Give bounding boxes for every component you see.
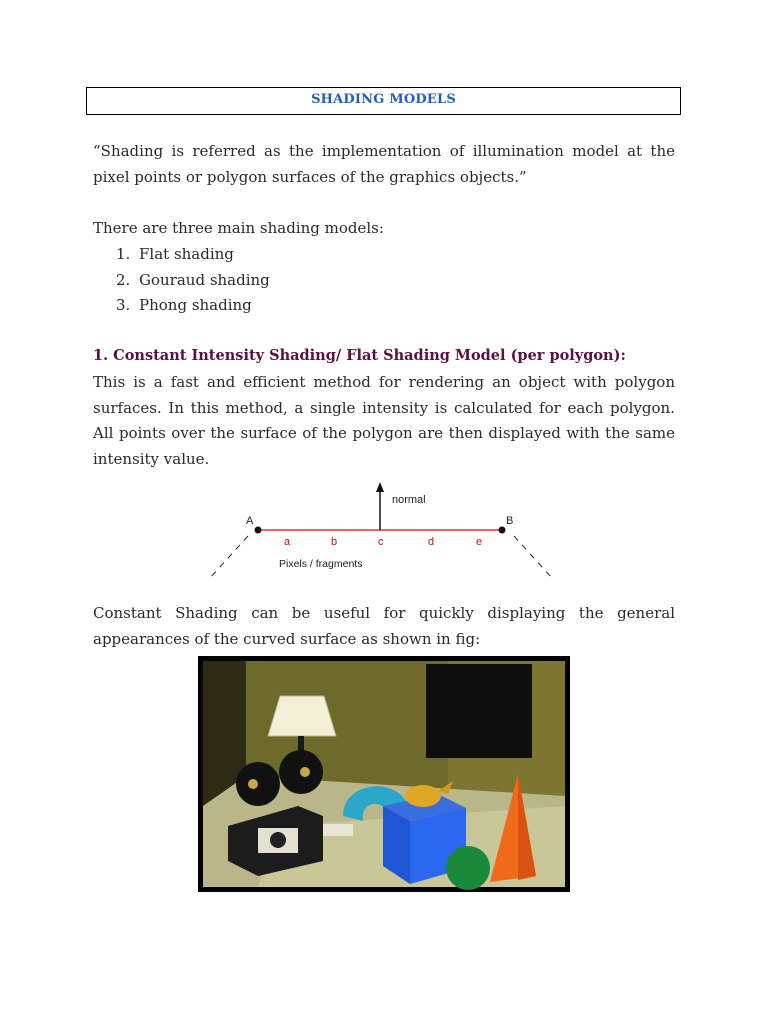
list-item: [116, 244, 234, 264]
models-intro: There are three main shading models:: [93, 219, 384, 237]
definition-quote: “Shading is referred as the implementation of illumination model at the pixel points or polygon surfaces of the graphics objects.”: [93, 142, 675, 186]
list-item: [116, 295, 252, 315]
list-label: Flat shading: [139, 245, 234, 263]
title-box: [86, 87, 681, 115]
list-label: Gouraud shading: [139, 271, 270, 289]
list-label: Phong shading: [139, 296, 252, 314]
projector-side: [323, 824, 353, 836]
flat-shading-diagram: [200, 478, 560, 583]
point-b-dot: [499, 527, 506, 534]
point-a-dot: [255, 527, 262, 534]
flat-shaded-scene-image: [198, 656, 570, 892]
fragments-caption: Pixels / fragments: [279, 558, 363, 570]
normal-arrow-head: [376, 482, 384, 492]
fragment-label: c: [378, 536, 384, 548]
list-number: 1.: [116, 245, 131, 263]
normal-label: normal: [392, 494, 426, 506]
list-number: 2.: [116, 271, 131, 289]
section-body: This is a fast and efficient method for rendering an object with polygon surfaces. In this method, a single intensity is calculated for each polygon. All points over the surface of the polygon are then displayed with the same intensity value.: [93, 373, 675, 469]
green-sphere: [446, 846, 490, 890]
teapot-body: [405, 785, 441, 807]
left-dashed-edge: [210, 536, 248, 578]
fragment-label: e: [476, 536, 483, 548]
list-item: [116, 270, 270, 290]
fragment-label: a: [284, 536, 291, 548]
section-heading: 1. Constant Intensity Shading/ Flat Shading Model (per polygon):: [93, 347, 626, 364]
constant-shading-text: Constant Shading can be useful for quickly displaying the general appearances of the curved surface as shown in fig:: [93, 604, 675, 648]
reel-hub-right: [300, 767, 310, 777]
wall-poster: [426, 664, 532, 758]
page-title: SHADING MODELS: [311, 92, 456, 107]
fragment-label: d: [428, 536, 435, 548]
projector-lens: [270, 832, 286, 848]
point-a-label: A: [246, 515, 254, 527]
lamp-shade: [268, 696, 336, 736]
reel-hub-left: [248, 779, 258, 789]
right-dashed-edge: [514, 536, 552, 578]
list-number: 3.: [116, 296, 131, 314]
fragment-label: b: [331, 536, 338, 548]
point-b-label: B: [506, 515, 514, 527]
